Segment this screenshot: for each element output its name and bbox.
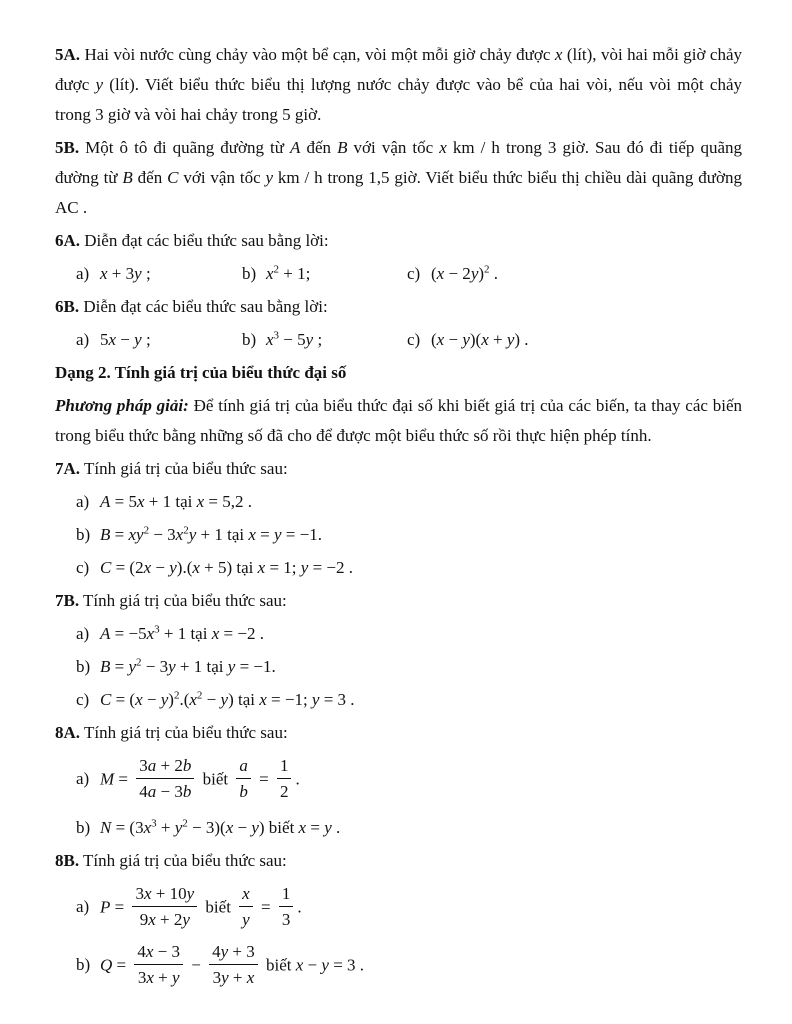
math-variable: x <box>436 330 445 349</box>
expression-item <box>242 325 407 355</box>
fraction <box>236 753 251 804</box>
dang-2-heading: Dạng 2. Tính giá trị của biểu thức đại số <box>55 363 347 382</box>
math-variable: A <box>100 492 111 511</box>
problem-label: 6B. <box>55 297 80 316</box>
text-run: = −1. <box>235 657 276 676</box>
math-variable: x <box>100 264 108 283</box>
text-run: ) <box>478 264 485 283</box>
math-variable: x <box>146 624 155 643</box>
math-variable: C <box>167 168 179 187</box>
text-run: = <box>255 525 274 544</box>
text-run: = <box>114 769 133 789</box>
text-run: 1 <box>281 884 291 903</box>
math-variable: y <box>305 330 314 349</box>
math-variable: y <box>160 690 169 709</box>
text-run: + <box>228 968 247 987</box>
problem-5A <box>55 40 742 130</box>
text-run: (lít), vòi hai mỗi giờ chảy được <box>55 45 743 94</box>
math-variable: y <box>174 818 183 837</box>
math-variable: x <box>246 968 255 987</box>
text-run: Tính giá trị của biểu thức sau: <box>83 459 288 478</box>
text-run: 4 <box>137 942 146 961</box>
math-variable: N <box>100 818 112 837</box>
item-marker: c) <box>76 690 90 709</box>
text-run: − 2 <box>444 264 471 283</box>
text-run: + <box>153 968 172 987</box>
math-variable: y <box>251 818 259 837</box>
text-run: Một ô tô đi quãng đường từ <box>85 138 291 157</box>
math-variable: B <box>100 525 111 544</box>
text-run: biết <box>261 955 296 975</box>
text-run: Hai vòi nước cùng chảy vào một bể cạn, vòi một mỗi giờ chảy được <box>84 45 555 64</box>
text-run: Tính giá trị của biểu thức sau: <box>83 591 287 610</box>
fraction-numerator <box>136 753 194 779</box>
text-run: − 5 <box>279 330 306 349</box>
text-run: ; <box>141 330 151 349</box>
text-run: 2 <box>136 656 142 669</box>
text-run: ( <box>431 264 437 283</box>
text-run: = 1; <box>265 558 301 577</box>
math-variable: P <box>100 897 111 917</box>
item-marker: c) <box>407 264 421 283</box>
item-marker: b) <box>76 657 91 676</box>
text-run: đến <box>132 168 168 187</box>
item-marker: a) <box>76 769 90 789</box>
math-variable: y <box>171 968 180 987</box>
text-run: = (3 <box>111 818 144 837</box>
text-run: = −1. <box>281 525 322 544</box>
math-variable: C <box>100 558 112 577</box>
fraction-denominator <box>279 907 294 932</box>
math-variable: y <box>188 525 197 544</box>
problem-6B <box>55 292 742 322</box>
item-marker: b) <box>242 264 257 283</box>
item-marker: c) <box>76 558 90 577</box>
fraction-numerator <box>209 939 258 965</box>
math-variable: B <box>122 168 133 187</box>
fraction-denominator <box>277 779 292 804</box>
text-run: + 2 <box>156 756 183 775</box>
problem-7A <box>55 454 742 484</box>
math-variable: x <box>266 330 274 349</box>
math-variable: x <box>136 492 145 511</box>
text-run: 2 <box>183 524 189 537</box>
problem-label: 7B. <box>55 591 80 610</box>
item-7A-c <box>55 553 742 583</box>
math-variable: y <box>300 558 309 577</box>
method-para <box>55 391 742 451</box>
math-variable: y <box>311 690 320 709</box>
text-run: − <box>202 690 221 709</box>
text-run: 3 <box>212 968 222 987</box>
fraction <box>209 939 258 990</box>
text-run: Diễn đạt các biểu thức sau bằng lời: <box>83 297 328 316</box>
text-run: − 3 <box>149 525 176 544</box>
math-variable: y <box>324 818 332 837</box>
text-run: = <box>256 897 275 917</box>
item-marker: a) <box>76 492 90 511</box>
text-run: − 3 <box>156 782 183 801</box>
text-run: + 2 <box>155 910 183 929</box>
item-marker: b) <box>242 330 257 349</box>
problem-5B <box>55 133 742 223</box>
fraction-numerator <box>277 753 292 779</box>
text-run: = (2 <box>111 558 144 577</box>
text-run: 2 <box>273 263 280 276</box>
math-variable: x <box>211 624 220 643</box>
math-variable: x <box>143 884 152 903</box>
math-variable: x <box>257 558 266 577</box>
text-run: 3 <box>273 329 280 342</box>
problem-8A <box>55 718 742 748</box>
text-run: 3 <box>139 756 148 775</box>
math-variable: x <box>439 138 447 157</box>
text-run: + 1 tại <box>196 525 249 544</box>
item-8B-b <box>55 941 742 992</box>
problem-label: 7A. <box>55 459 81 478</box>
text-run: Tính giá trị của biểu thức sau: <box>83 851 287 870</box>
math-variable: y <box>265 168 274 187</box>
fraction <box>134 939 183 990</box>
fraction-numerator <box>134 939 183 965</box>
math-variable: x <box>248 525 256 544</box>
text-run: + 1 tại <box>144 492 197 511</box>
math-variable: x <box>196 492 205 511</box>
text-run: 9 <box>139 910 149 929</box>
expression-item <box>407 325 742 355</box>
math-variable: x <box>295 955 304 975</box>
text-run: 4 <box>212 942 221 961</box>
math-variable: x <box>259 690 267 709</box>
fraction-numerator <box>279 881 294 907</box>
text-run: − <box>444 330 463 349</box>
math-variable: x <box>143 818 152 837</box>
math-variable: a <box>147 782 157 801</box>
text-run: 2 <box>173 689 180 702</box>
text-run: 5 <box>100 330 109 349</box>
text-run: = 5 <box>110 492 137 511</box>
text-run: − <box>303 955 322 975</box>
text-run: = <box>254 769 273 789</box>
item-7A-a <box>55 487 742 517</box>
text-run: + <box>488 330 507 349</box>
text-run: 3 <box>151 817 157 830</box>
problem-7B <box>55 586 742 616</box>
item-8A-a <box>55 755 742 806</box>
problem-label: 5B. <box>55 138 80 157</box>
text-run: với vận tốc <box>347 138 440 157</box>
text-run: 2 <box>143 524 150 537</box>
item-marker: a) <box>76 897 90 917</box>
text-run: 2 <box>196 689 203 702</box>
math-variable: xy <box>128 525 144 544</box>
text-run: 3 <box>135 884 144 903</box>
math-variable: B <box>337 138 348 157</box>
text-run: − <box>233 818 252 837</box>
problem-label: 5A. <box>55 45 81 64</box>
math-variable: x <box>481 330 489 349</box>
item-8B-a <box>55 883 742 934</box>
math-variable: Q <box>100 955 113 975</box>
math-variable: x <box>135 690 143 709</box>
math-variable: x <box>145 942 154 961</box>
text-run: (lít). Viết biểu thức biểu thị lượng nước chảy được vào bể của hai vòi, nếu vòi một chảy trong 3 giờ và vòi hai chảy trong 5 giờ. <box>55 75 742 124</box>
text-run: = <box>112 955 131 975</box>
math-variable: y <box>220 942 229 961</box>
math-variable: y <box>470 264 479 283</box>
expression-item <box>242 259 407 289</box>
text-run: ) biết <box>258 818 299 837</box>
text-run: ).( <box>176 558 193 577</box>
text-run: )( <box>469 330 482 349</box>
math-variable: x <box>192 558 200 577</box>
math-variable: x <box>554 45 563 64</box>
text-run: − <box>151 558 170 577</box>
text-run: = −1; <box>266 690 312 709</box>
item-7B-a <box>55 619 742 649</box>
item-7B-c <box>55 685 742 715</box>
math-variable: y <box>186 884 195 903</box>
fraction-denominator <box>239 907 253 932</box>
text-run: với vận tốc <box>178 168 266 187</box>
text-run: . <box>489 264 499 283</box>
text-run: = 3 . <box>328 955 365 975</box>
item-marker: a) <box>76 330 90 349</box>
fraction-denominator <box>209 965 258 990</box>
items-6B <box>55 325 742 355</box>
item-marker: b) <box>76 525 91 544</box>
fraction <box>277 753 292 804</box>
fraction-denominator <box>132 907 197 932</box>
text-run: ) tại <box>228 690 260 709</box>
text-run: = −2 . <box>308 558 353 577</box>
fraction-numerator <box>239 881 253 907</box>
text-run: + 1 tại <box>175 657 228 676</box>
fraction <box>279 881 294 932</box>
text-run: ) <box>168 690 174 709</box>
text-run: km / h trong 3 giờ. Sau đó đi tiếp quãng đường từ <box>55 138 743 187</box>
text-run: + 5) tại <box>199 558 258 577</box>
math-variable: x <box>146 968 154 987</box>
text-run: = ( <box>111 690 136 709</box>
text-run: . <box>295 769 300 789</box>
math-variable: x <box>242 884 250 903</box>
math-variable: b <box>239 782 248 801</box>
math-variable: x <box>225 818 234 837</box>
problem-6A <box>55 226 742 256</box>
item-marker: b) <box>76 955 91 975</box>
math-variable: x <box>108 330 117 349</box>
problem-label: 8B. <box>55 851 80 870</box>
math-variable: y <box>168 657 176 676</box>
text-run: 3 <box>154 623 160 636</box>
fraction-numerator <box>236 753 251 779</box>
math-variable: x <box>175 525 184 544</box>
text-run: + 10 <box>151 884 187 903</box>
text-run: = <box>110 897 129 917</box>
math-variable: a <box>239 756 248 775</box>
text-run: − <box>116 330 135 349</box>
math-variable: y <box>274 525 282 544</box>
text-run: km / h trong 1,5 giờ. Viết biểu thức biểu thị chiều dài quãng đường AC . <box>55 168 743 217</box>
item-marker: a) <box>76 624 90 643</box>
math-variable: y <box>506 330 515 349</box>
text-run: = <box>306 818 325 837</box>
text-run: = <box>110 525 129 544</box>
math-variable: x <box>148 910 156 929</box>
item-marker: b) <box>76 818 91 837</box>
fraction-denominator <box>136 779 194 804</box>
item-8A-b <box>55 813 742 843</box>
text-run: 3 <box>137 968 147 987</box>
math-variable: x <box>298 818 307 837</box>
text-run: − 3 <box>141 657 169 676</box>
fraction-numerator <box>132 881 197 907</box>
math-variable: y <box>221 968 229 987</box>
math-variable: b <box>182 756 192 775</box>
text-run: . <box>297 897 302 917</box>
problem-8B <box>55 846 742 876</box>
text-run: + 3 <box>107 264 135 283</box>
text-run: đến <box>300 138 338 157</box>
text-run: = <box>110 657 129 676</box>
text-run: ) . <box>514 330 529 349</box>
math-variable: y <box>242 910 250 929</box>
problem-label: 8A. <box>55 723 81 742</box>
math-variable: x <box>189 690 197 709</box>
math-variable: A <box>290 138 301 157</box>
text-run: 2 <box>484 263 490 276</box>
math-variable: C <box>100 690 112 709</box>
expression-item <box>407 259 742 289</box>
text-run: − 3)( <box>187 818 226 837</box>
text-run: . <box>331 818 341 837</box>
text-run: ( <box>431 330 437 349</box>
math-variable: y <box>134 330 142 349</box>
problem-label: 6A. <box>55 231 81 250</box>
math-variable: y <box>321 955 329 975</box>
item-marker: a) <box>76 264 90 283</box>
text-run: biết <box>198 769 233 789</box>
math-variable: x <box>143 558 152 577</box>
math-variable: b <box>182 782 192 801</box>
item-7B-b <box>55 652 742 682</box>
math-variable: y <box>182 910 190 929</box>
text-run: ; <box>313 330 323 349</box>
math-variable: y <box>220 690 229 709</box>
text-run: = 3 . <box>319 690 355 709</box>
fraction-denominator <box>236 779 251 804</box>
math-variable: A <box>100 624 111 643</box>
text-run: ; <box>141 264 151 283</box>
math-variable: x <box>266 264 274 283</box>
text-run: − <box>142 690 161 709</box>
items-6A <box>55 259 742 289</box>
math-variable: x <box>436 264 445 283</box>
math-variable: y <box>227 657 236 676</box>
text-run: 3 <box>281 910 291 929</box>
math-variable: y <box>462 330 470 349</box>
math-variable: y <box>134 264 142 283</box>
fraction <box>239 881 253 932</box>
text-run: + 1; <box>279 264 311 283</box>
text-run: + 1 tại <box>159 624 212 643</box>
item-marker: c) <box>407 330 421 349</box>
text-run: = 5,2 . <box>204 492 253 511</box>
math-variable: M <box>100 769 115 789</box>
text-run: 4 <box>139 782 148 801</box>
fraction-denominator <box>134 965 183 990</box>
text-run: 1 <box>279 756 289 775</box>
text-run: 2 <box>279 782 289 801</box>
text-run: − 3 <box>153 942 181 961</box>
text-run: Để tính giá trị của biểu thức đại số khi biết giá trị của các biến, ta thay các biến trong biểu thức bằng những số đã cho để được một biểu thức số rồi thực hiện phép tính. <box>55 396 743 445</box>
fraction <box>136 753 194 804</box>
expression-item <box>76 259 242 289</box>
text-run: Diễn đạt các biểu thức sau bằng lời: <box>84 231 329 250</box>
text-run: biết <box>201 897 236 917</box>
text-run: + 3 <box>228 942 255 961</box>
math-variable: y <box>169 558 177 577</box>
text-run: .( <box>179 690 190 709</box>
text-run: + <box>156 818 175 837</box>
math-variable: y <box>95 75 104 94</box>
text-run: = −2 . <box>219 624 264 643</box>
math-variable: a <box>147 756 157 775</box>
text-run: − <box>187 955 206 975</box>
fraction <box>132 881 197 932</box>
text-run: Tính giá trị của biểu thức sau: <box>83 723 288 742</box>
text-run: 2 <box>182 817 188 830</box>
expression-item <box>76 325 242 355</box>
math-variable: y <box>128 657 137 676</box>
math-variable: B <box>100 657 111 676</box>
text-run: = −5 <box>110 624 147 643</box>
item-7A-b <box>55 520 742 550</box>
method-label: Phương pháp giải: <box>55 396 189 415</box>
